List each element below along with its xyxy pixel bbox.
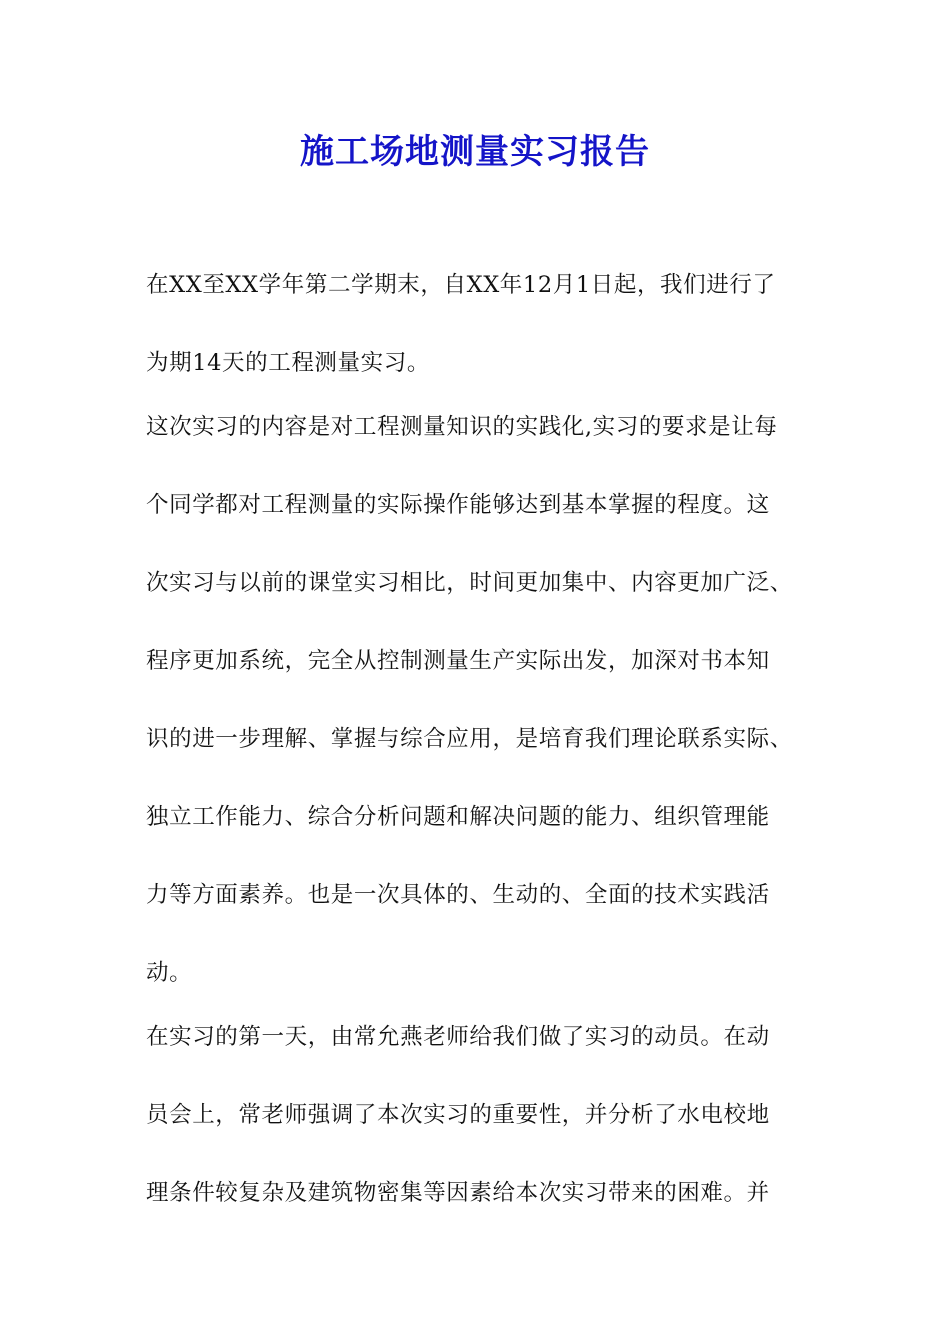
- text-line: 独立工作能力、综合分析问题和解决问题的能力、组织管理能: [146, 804, 770, 830]
- document-title: 施工场地测量实习报告: [300, 132, 650, 172]
- text-line: 识的进一步理解、掌握与综合应用，是培育我们理论联系实际、: [146, 726, 793, 752]
- text-line: 个同学都对工程测量的实际操作能够达到基本掌握的程度。这: [146, 492, 770, 518]
- text-line: 员会上，常老师强调了本次实习的重要性，并分析了水电校地: [146, 1102, 770, 1128]
- text-line: 在实习的第一天，由常允燕老师给我们做了实习的动员。在动: [146, 1024, 770, 1050]
- text-line: 程序更加系统，完全从控制测量生产实际出发，加深对书本知: [146, 648, 770, 674]
- text-line: 理条件较复杂及建筑物密集等因素给本次实习带来的困难。并: [146, 1180, 770, 1206]
- text-line: 为期14天的工程测量实习。: [146, 350, 430, 376]
- document-body: [146, 268, 816, 1254]
- text-line: 动。: [146, 960, 193, 986]
- text-line: 次实习与以前的课堂实习相比，时间更加集中、内容更加广泛、: [146, 570, 793, 596]
- text-line: 这次实习的内容是对工程测量知识的实践化,实习的要求是让每: [146, 414, 778, 440]
- text-line: 力等方面素养。也是一次具体的、生动的、全面的技术实践活: [146, 882, 770, 908]
- text-line: 在XX至XX学年第二学期末，自XX年12月1日起，我们进行了: [146, 272, 776, 298]
